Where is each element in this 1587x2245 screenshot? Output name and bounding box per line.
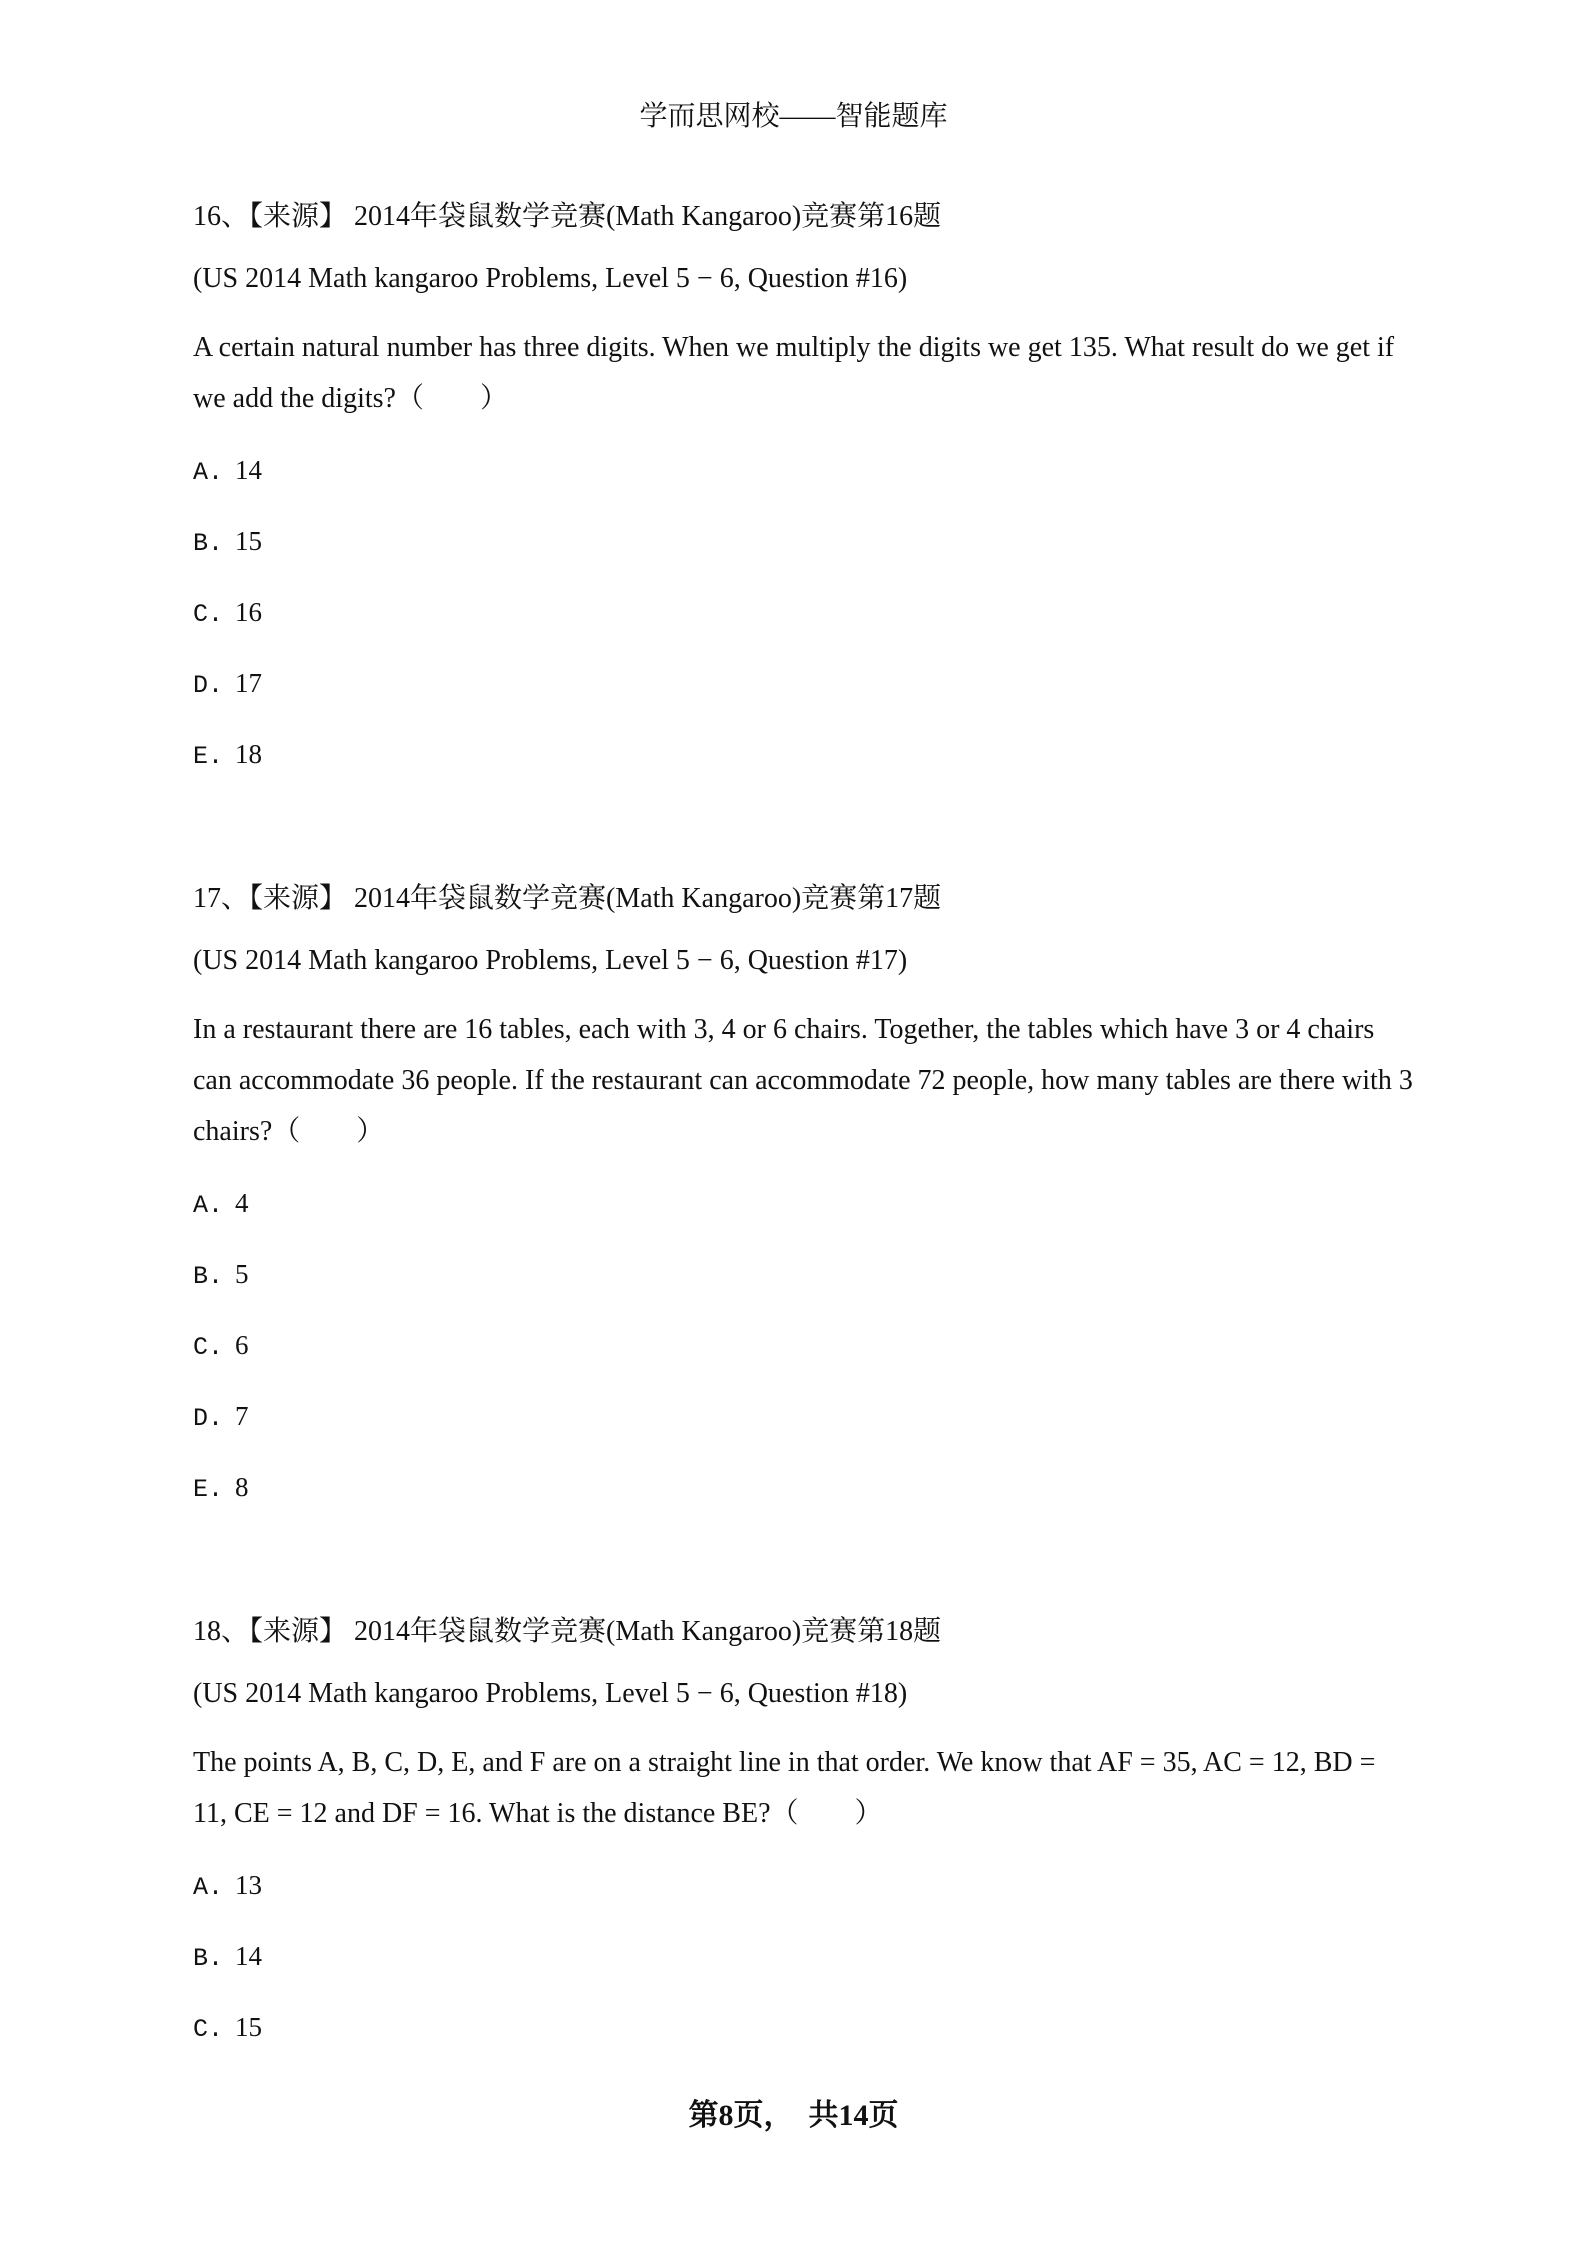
option-letter: B. bbox=[193, 1944, 224, 1973]
question-16-option-e bbox=[193, 739, 262, 771]
option-text: 16 bbox=[235, 597, 262, 627]
question-17-option-c bbox=[193, 1330, 249, 1362]
question-16-heading: 16、【来源】 2014年袋鼠数学竞赛(Math Kangaroo)竞赛第16题 bbox=[193, 201, 942, 232]
option-letter: E. bbox=[193, 742, 224, 771]
option-letter: E. bbox=[193, 1475, 224, 1504]
option-text: 8 bbox=[235, 1472, 249, 1502]
option-text: 13 bbox=[235, 1870, 262, 1900]
option-letter: D. bbox=[193, 1404, 224, 1433]
question-16-option-b bbox=[193, 526, 262, 558]
question-17-option-b bbox=[193, 1259, 249, 1291]
question-18-option-c bbox=[193, 2012, 262, 2044]
option-letter: B. bbox=[193, 1262, 224, 1291]
option-text: 15 bbox=[235, 2012, 262, 2042]
option-text: 17 bbox=[235, 668, 262, 698]
option-text: 7 bbox=[235, 1401, 249, 1431]
option-letter: C. bbox=[193, 2015, 224, 2044]
question-17-stem: In a restaurant there are 16 tables, each with 3, 4 or 6 chairs. Together, the tables which have 3 or 4 chairs can accommodate 36 people. If the restaurant can accommodate 72 people, how many tables are there with 3 chairs?（ ） bbox=[193, 1014, 1413, 1147]
question-17-source: (US 2014 Math kangaroo Problems, Level 5 − 6, Question #17) bbox=[193, 945, 908, 976]
option-text: 14 bbox=[235, 1941, 262, 1971]
option-letter: D. bbox=[193, 671, 224, 700]
question-18-option-b bbox=[193, 1941, 262, 1973]
question-18-source: (US 2014 Math kangaroo Problems, Level 5 − 6, Question #18) bbox=[193, 1678, 908, 1709]
question-18-option-a bbox=[193, 1870, 262, 1902]
option-letter: A. bbox=[193, 1191, 224, 1220]
question-16-option-a bbox=[193, 455, 262, 487]
question-17-heading: 17、【来源】 2014年袋鼠数学竞赛(Math Kangaroo)竞赛第17题 bbox=[193, 883, 942, 914]
question-18-stem: The points A, B, C, D, E, and F are on a straight line in that order. We know that AF = 35, AC = 12, BD = 11, CE = 12 and DF = 16. What is the distance BE?（ ） bbox=[193, 1747, 1376, 1829]
page-number: 第8页， 共14页 bbox=[688, 2099, 899, 2132]
option-letter: B. bbox=[193, 529, 224, 558]
option-text: 5 bbox=[235, 1259, 249, 1289]
option-letter: A. bbox=[193, 458, 224, 487]
question-17-option-d bbox=[193, 1401, 249, 1433]
option-text: 6 bbox=[235, 1330, 249, 1360]
option-text: 14 bbox=[235, 455, 262, 485]
page-header: 学而思网校——智能题库 bbox=[639, 101, 948, 132]
option-letter: A. bbox=[193, 1873, 224, 1902]
option-text: 15 bbox=[235, 526, 262, 556]
question-17-option-a bbox=[193, 1188, 249, 1220]
question-16-stem: A certain natural number has three digits. When we multiply the digits we get 135. What result do we get if we add the digits?（ ） bbox=[193, 332, 1395, 414]
question-16-option-c bbox=[193, 597, 262, 629]
question-16-option-d bbox=[193, 668, 262, 700]
question-16-source: (US 2014 Math kangaroo Problems, Level 5 − 6, Question #16) bbox=[193, 263, 908, 294]
question-17-option-e bbox=[193, 1472, 249, 1504]
option-letter: C. bbox=[193, 1333, 224, 1362]
option-letter: C. bbox=[193, 600, 224, 629]
option-text: 4 bbox=[235, 1188, 249, 1218]
question-18-heading: 18、【来源】 2014年袋鼠数学竞赛(Math Kangaroo)竞赛第18题 bbox=[193, 1616, 942, 1647]
option-text: 18 bbox=[235, 739, 262, 769]
